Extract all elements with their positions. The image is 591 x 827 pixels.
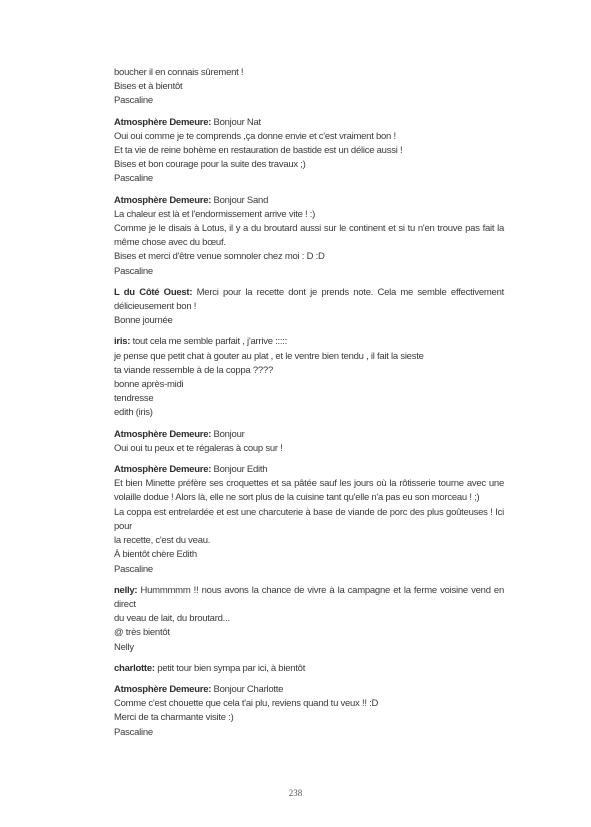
comment-first-line: [114, 683, 504, 697]
comment-text: Bonjour Nat: [213, 116, 261, 128]
page-number: 238: [288, 788, 303, 798]
comment-text: Hummmmm !! nous avons la chance de vivre à la campagne et la ferme voisine vend en direct: [114, 584, 505, 610]
text-line: Bises et merci d'être venue somnoler chez moi : D :D: [114, 251, 325, 263]
text-line: Et ta vie de reine bohème en restauration de bastide est un délice aussi !: [114, 145, 403, 157]
text-line: Pascaline: [114, 726, 153, 738]
comment-author: L du Côté Ouest:: [114, 286, 193, 298]
text-line: Merci de ta charmante visite :): [114, 712, 234, 724]
text-line: même chose avec du bœuf.: [114, 237, 226, 249]
text-line: la recette, c'est du veau.: [114, 535, 211, 547]
text-line: boucher il en connais sûrement !: [114, 67, 244, 78]
text-line: Oui oui comme je te comprends ,ça donne envie et c'est vraiment bon !: [114, 130, 396, 142]
comment-author: Atmosphère Demeure:: [114, 464, 212, 476]
text-line: À bientôt chère Edith: [114, 549, 197, 561]
comment-block: [114, 335, 504, 420]
comment-block: [114, 683, 504, 740]
comment-text: tout cela me semble parfait , j'arrive :::::: [132, 336, 288, 348]
text-line: Pascaline: [114, 265, 153, 277]
text-line: Pascaline: [114, 95, 153, 107]
text-line: Et bien Minette préfère ses croquettes et sa pâtée sauf les jours où la rôtisserie tourne avec une: [114, 478, 504, 490]
comment-author: iris:: [114, 336, 131, 348]
text-line: volaille dodue ! Alors là, elle ne sort plus de la cuisine tant qu'elle n'a pas eu son morceau ! ;): [114, 492, 480, 504]
comment-text: Bonjour Sand: [213, 194, 269, 206]
comment-first-line: [114, 286, 504, 300]
text-line: Comme je le disais à Lotus, il y a du broutard aussi sur le continent et si tu n'en trouve pas fait la: [114, 223, 504, 235]
comment-block: [114, 194, 504, 279]
text-line: Bises et bon courage pour la suite des travaux ;): [114, 159, 306, 171]
comment-first-line: [114, 428, 504, 442]
text-line: du veau de lait, du broutard...: [114, 613, 230, 625]
text-line: Pascaline: [114, 563, 153, 575]
comment-block: [114, 662, 504, 676]
comment-first-line: [114, 463, 504, 477]
comment-first-line: [114, 116, 504, 130]
text-line: ta viande ressemble à de la coppa ????: [114, 364, 273, 376]
text-line: Pascaline: [114, 173, 153, 185]
comment-block: [114, 116, 504, 187]
comment-text: Merci pour la recette dont je prends note. Cela me semble effectivement: [196, 286, 504, 298]
comment-block: [114, 286, 504, 329]
comment-continuation: [114, 66, 504, 109]
comment-first-line: [114, 335, 504, 349]
comment-first-line: [114, 584, 504, 612]
document-page: [114, 66, 504, 747]
text-line: La coppa est entrelardée et est une charcuterie à base de viande de porc des plus goûteuses ! Ici pour: [114, 506, 504, 532]
comment-text: Bonjour Charlotte: [213, 683, 284, 695]
comment-first-line: [114, 662, 504, 676]
comment-author: charlotte:: [114, 662, 155, 674]
comment-text: Bonjour Edith: [213, 464, 268, 476]
comment-author: nelly:: [114, 584, 138, 596]
comment-block: [114, 428, 504, 456]
comment-block: [114, 584, 504, 655]
comment-text: petit tour bien sympa par ici, à bientôt: [157, 662, 306, 674]
comment-first-line: [114, 194, 504, 208]
text-line: bonne après-midi: [114, 379, 184, 391]
text-line: Nelly: [114, 641, 134, 653]
text-line: La chaleur est là et l'endormissement arrive vite ! :): [114, 208, 316, 220]
text-line: Bonne journée: [114, 315, 173, 327]
text-line: tendresse: [114, 393, 154, 405]
comment-author: Atmosphère Demeure:: [114, 428, 212, 440]
comment-author: Atmosphère Demeure:: [114, 116, 212, 128]
comment-author: Atmosphère Demeure:: [114, 683, 212, 695]
text-line: je pense que petit chat à gouter au plat , et le ventre bien tendu , il fait la sieste: [114, 350, 424, 362]
text-line: Comme c'est chouette que cela t'ai plu, reviens quand tu veux !! :D: [114, 698, 379, 710]
text-line: Oui oui tu peux et te régaleras à coup sur !: [114, 442, 283, 454]
comment-text: Bonjour: [213, 428, 245, 440]
comment-list: [114, 116, 504, 740]
comment-author: Atmosphère Demeure:: [114, 194, 212, 206]
comment-block: [114, 463, 504, 577]
text-line: délicieusement bon !: [114, 301, 197, 313]
text-line: Bises et à bientôt: [114, 81, 183, 93]
text-line: @ très bientôt: [114, 627, 170, 639]
text-line: edith (iris): [114, 407, 153, 419]
